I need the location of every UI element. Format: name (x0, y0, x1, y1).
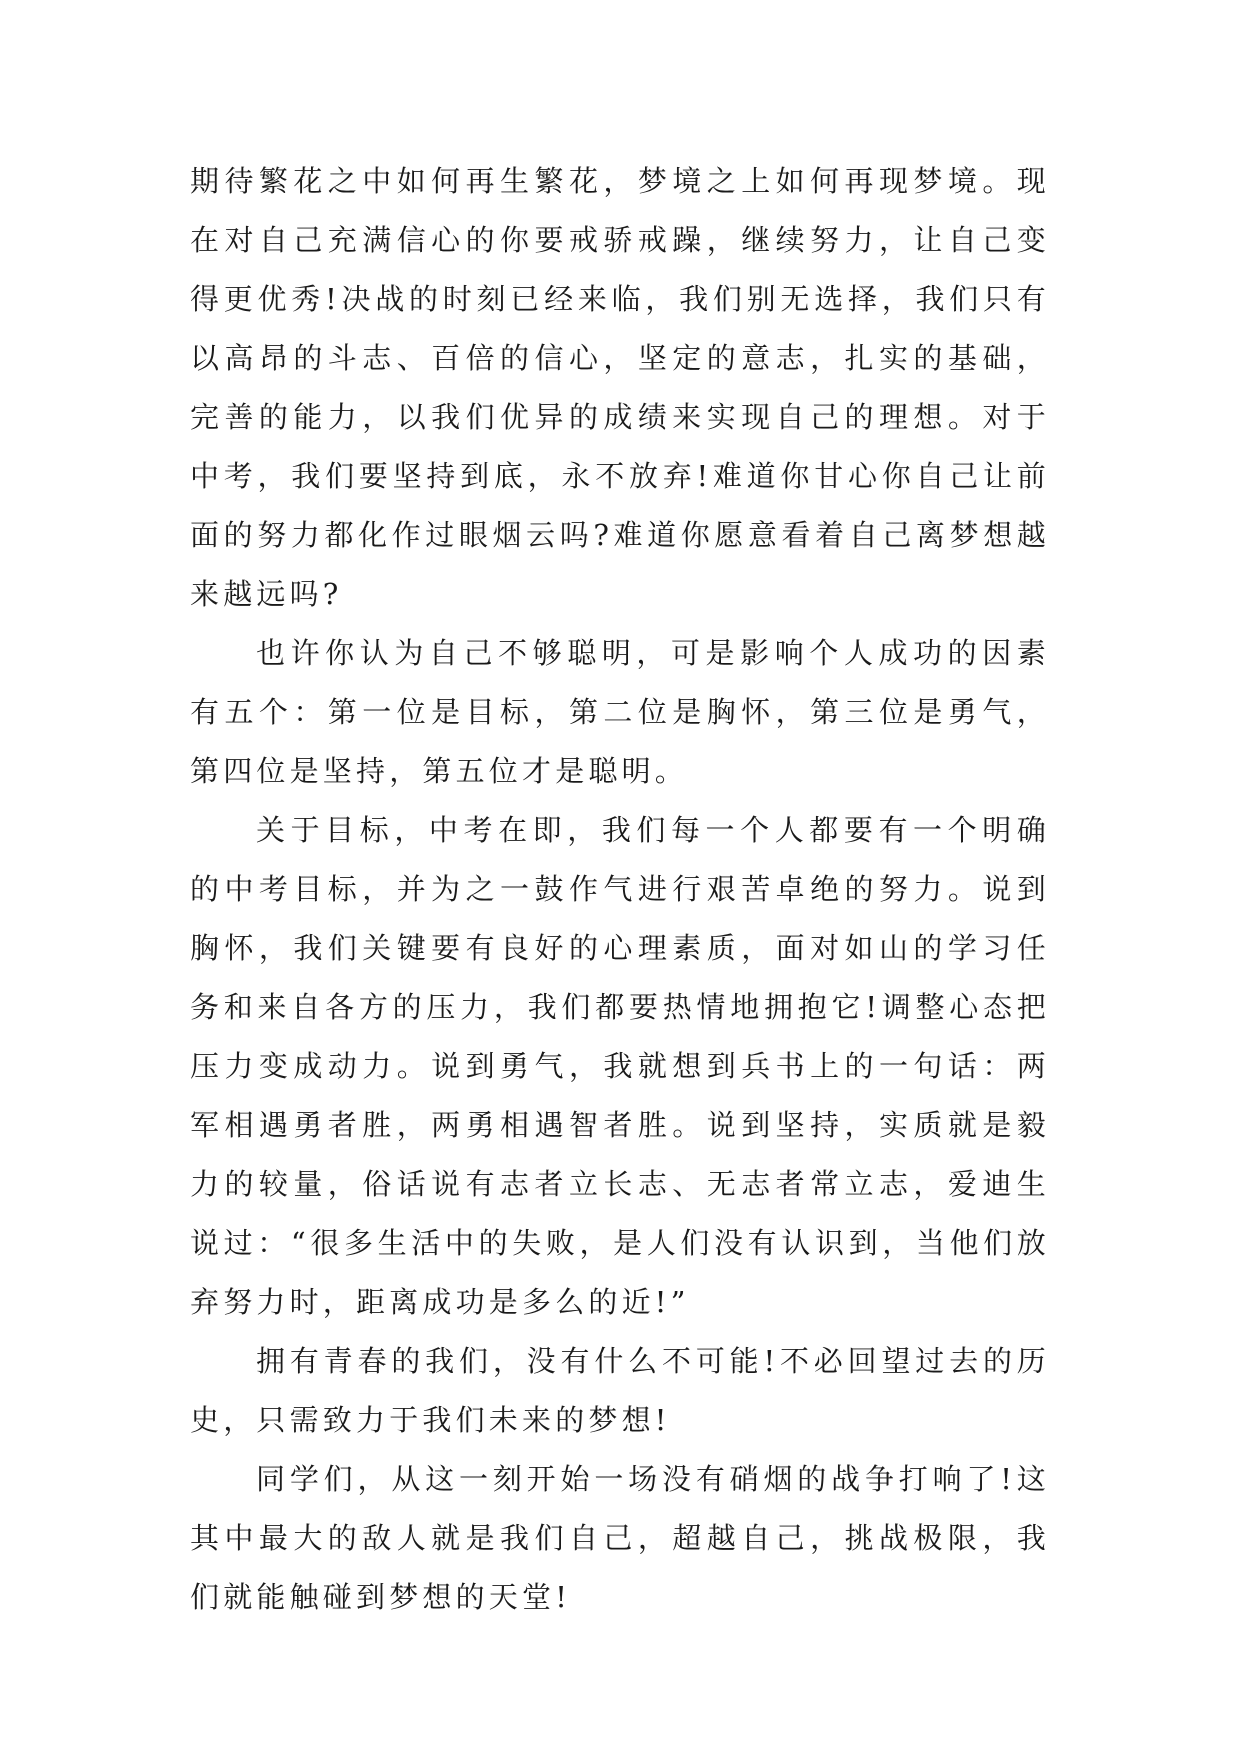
paragraph-5: 同学们，从这一刻开始一场没有硝烟的战争打响了!这其中最大的敌人就是我们自己，超越自己，挑战极限，我们就能触碰到梦想的天堂! (190, 1462, 1050, 1614)
document-body (190, 152, 1050, 1627)
paragraph-4: 拥有青春的我们，没有什么不可能!不必回望过去的历史，只需致力于我们未来的梦想! (190, 1344, 1050, 1437)
paragraph-1: 期待繁花之中如何再生繁花，梦境之上如何再现梦境。现在对自己充满信心的你要戒骄戒躁，继续努力，让自己变得更优秀!决战的时刻已经来临，我们别无选择，我们只有以高昂的斗志、百倍的信心，坚定的意志，扎实的基础，完善的能力，以我们优异的成绩来实现自己的理想。对于中考，我们要坚持到底，永不放弃!难道你甘心你自己让前面的努力都化作过眼烟云吗?难道你愿意看着自己离梦想越来越远吗? (190, 164, 1050, 611)
paragraph-2: 也许你认为自己不够聪明，可是影响个人成功的因素有五个：第一位是目标，第二位是胸怀，第三位是勇气，第四位是坚持，第五位才是聪明。 (190, 636, 1050, 788)
paragraph-3: 关于目标，中考在即，我们每一个人都要有一个明确的中考目标，并为之一鼓作气进行艰苦卓绝的努力。说到胸怀，我们关键要有良好的心理素质，面对如山的学习任务和来自各方的压力，我们都要热情地拥抱它!调整心态把压力变成动力。说到勇气，我就想到兵书上的一句话：两军相遇勇者胜，两勇相遇智者胜。说到坚持，实质就是毅力的较量，俗话说有志者立长志、无志者常立志，爱迪生说过：“很多生活中的失败，是人们没有认识到，当他们放弃努力时，距离成功是多么的近!” (190, 813, 1050, 1319)
